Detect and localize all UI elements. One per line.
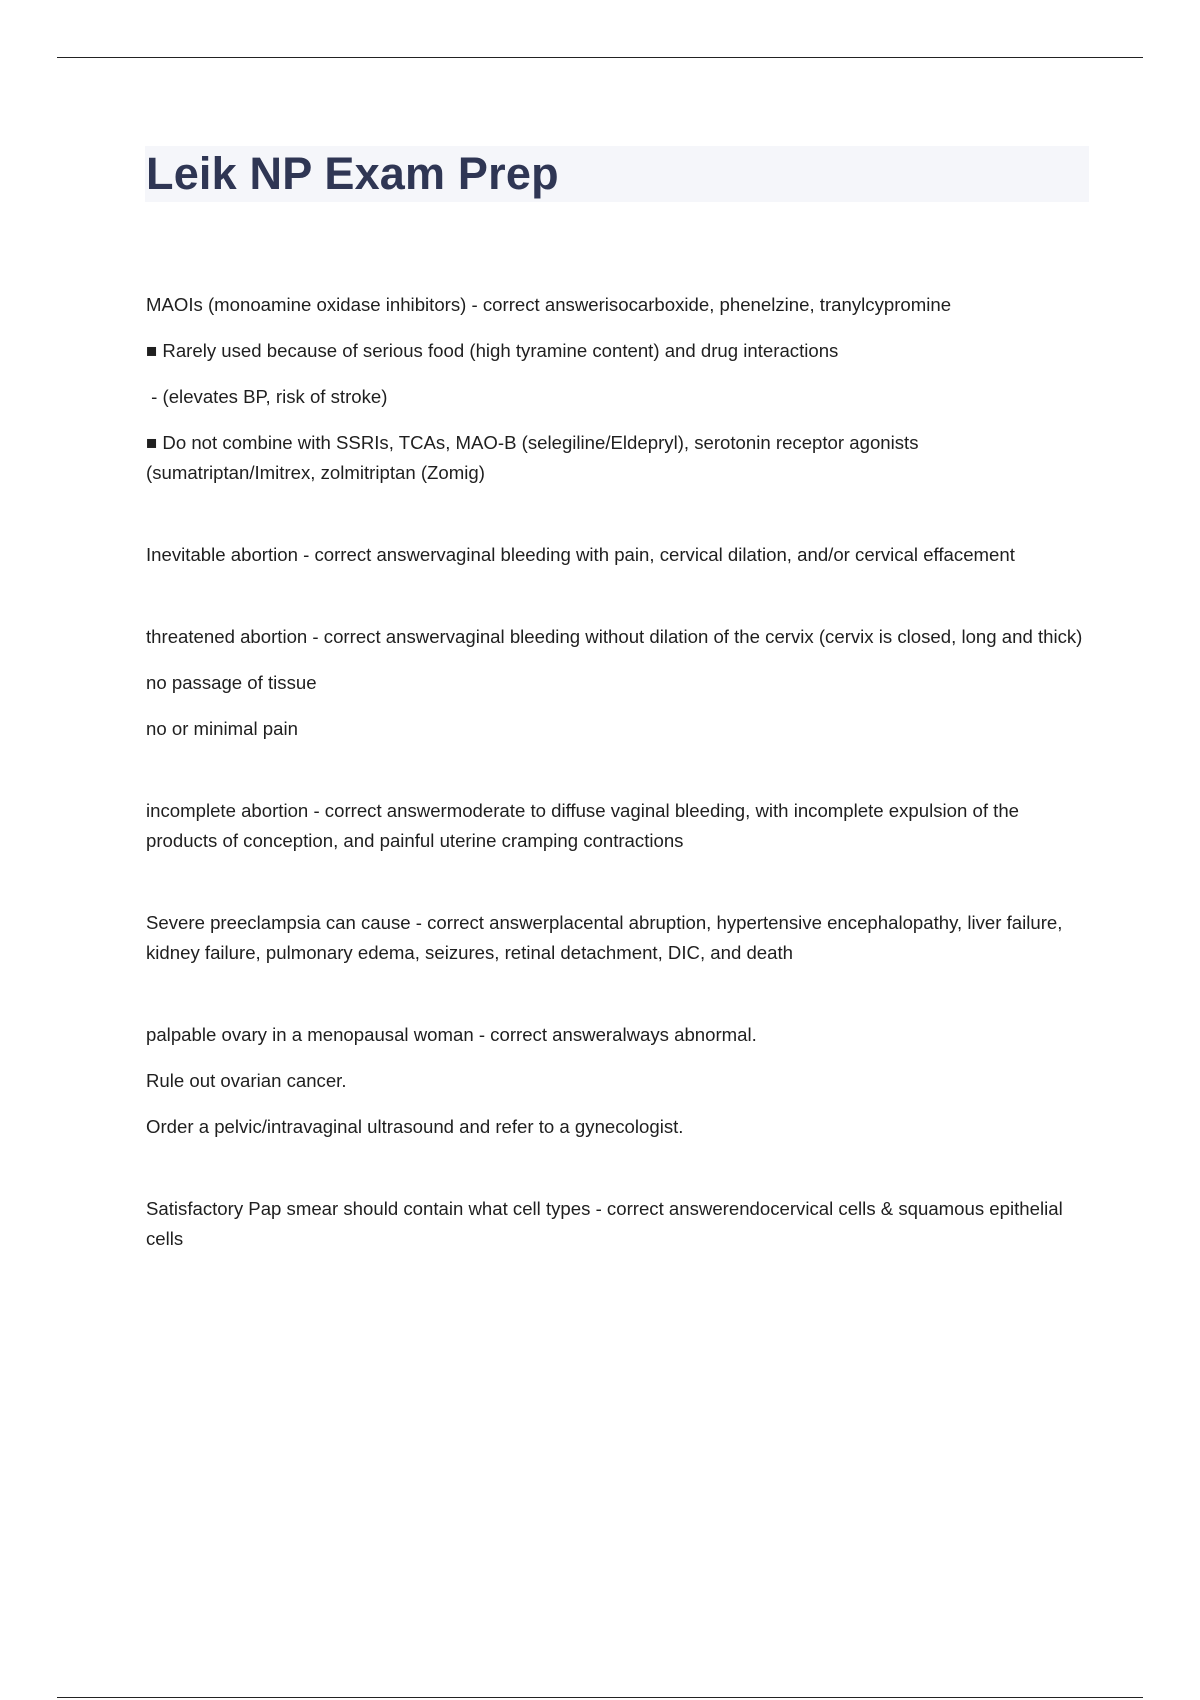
card-question-answer: incomplete abortion - correct answermoderate to diffuse vaginal bleeding, with incomplete expulsion of the products of conception, and painful uterine cramping contractions xyxy=(146,800,1020,851)
flashcard-incomplete-abortion xyxy=(146,796,1091,856)
card-note: ■ Rarely used because of serious food (high tyramine content) and drug interactions xyxy=(146,340,839,361)
card-question-answer: palpable ovary in a menopausal woman - correct answeralways abnormal. xyxy=(146,1024,757,1045)
page-title: Leik NP Exam Prep xyxy=(146,148,559,199)
flashcard-maois xyxy=(146,290,1091,488)
card-note: Rule out ovarian cancer. xyxy=(146,1070,347,1091)
card-question-answer: MAOIs (monoamine oxidase inhibitors) - correct answerisocarboxide, phenelzine, tranylcypromine xyxy=(146,294,952,315)
flashcard-palpable-ovary xyxy=(146,1020,1091,1142)
card-note: Order a pelvic/intravaginal ultrasound and refer to a gynecologist. xyxy=(146,1116,684,1137)
flashcard-list xyxy=(146,290,1091,1306)
card-note: - (elevates BP, risk of stroke) xyxy=(146,386,388,407)
card-note: no passage of tissue xyxy=(146,672,317,693)
bottom-rule xyxy=(57,1697,1143,1698)
card-question-answer: Satisfactory Pap smear should contain what cell types - correct answerendocervical cells & squamous epithelial cells xyxy=(146,1198,1063,1249)
flashcard-pap-smear xyxy=(146,1194,1091,1254)
flashcard-threatened-abortion xyxy=(146,622,1091,744)
card-question-answer: Inevitable abortion - correct answervaginal bleeding with pain, cervical dilation, and/or cervical effacement xyxy=(146,544,1015,565)
flashcard-severe-preeclampsia xyxy=(146,908,1091,968)
card-note: ■ Do not combine with SSRIs, TCAs, MAO-B (selegiline/Eldepryl), serotonin receptor agonists (sumatriptan/Imitrex, zolmitriptan (Zomig) xyxy=(146,432,919,483)
flashcard-inevitable-abortion xyxy=(146,540,1091,570)
card-question-answer: threatened abortion - correct answervaginal bleeding without dilation of the cervix (cervix is closed, long and thick) xyxy=(146,626,1083,647)
card-note: no or minimal pain xyxy=(146,718,298,739)
top-rule xyxy=(57,57,1143,58)
card-question-answer: Severe preeclampsia can cause - correct answerplacental abruption, hypertensive encephalopathy, liver failure, kidney failure, pulmonary edema, seizures, retinal detachment, DIC, and death xyxy=(146,912,1063,963)
